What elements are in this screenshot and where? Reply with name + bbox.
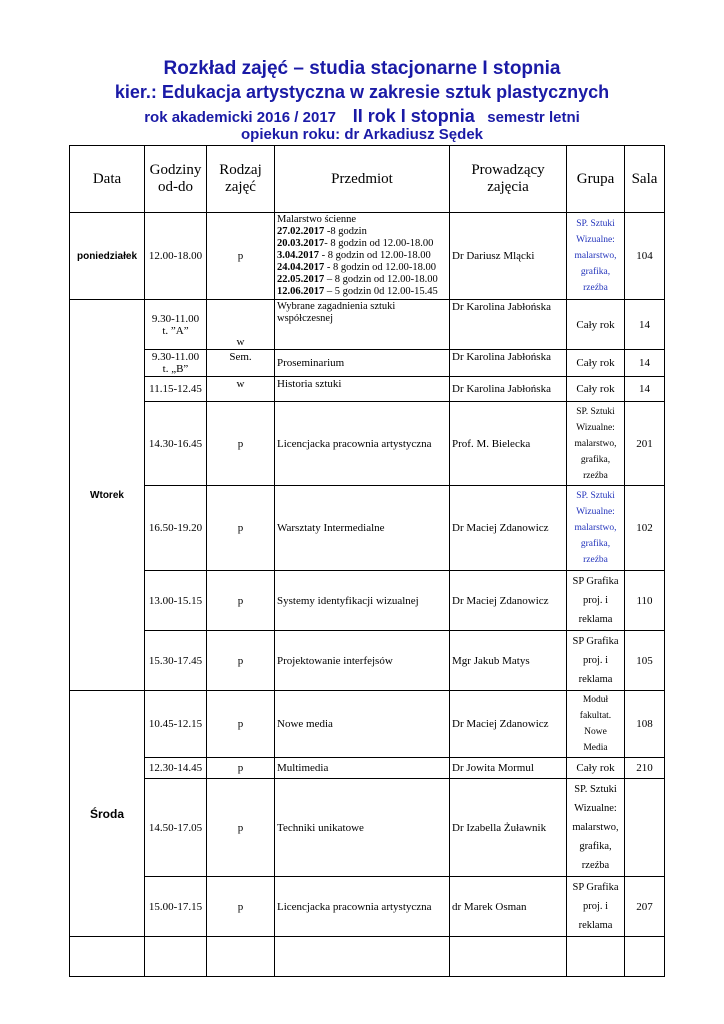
teacher-cell: Dr Maciej Zdanowicz [450,486,567,571]
subject-cell: Projektowanie interfejsów [275,631,450,691]
type-cell: p [207,402,275,486]
hours-cell: 14.50-17.05 [145,779,207,877]
table-row [70,213,665,300]
type-cell: p [207,631,275,691]
room-cell: 207 [625,877,665,937]
table-row [70,758,665,779]
teacher-cell: Mgr Jakub Matys [450,631,567,691]
hours-cell: 13.00-15.15 [145,571,207,631]
teacher-cell: dr Marek Osman [450,877,567,937]
empty-cell [450,937,567,977]
date-line: 27.02.2017 -8 godzin [277,226,367,237]
teacher-cell: Dr Jowita Mormul [450,758,567,779]
subject-cell: Proseminarium [275,350,450,377]
room-cell: 104 [625,213,665,300]
subject-cell: Licencjacka pracownia artystyczna [275,877,450,937]
table-row [70,486,665,571]
type-cell: p [207,691,275,758]
type-cell: w [207,300,275,350]
table-row [70,631,665,691]
group-cell: SP. Sztuki Wizualne: malarstwo, grafika, rzeźba [567,779,625,877]
subject-cell: Warsztaty Intermedialne [275,486,450,571]
table-row [70,877,665,937]
room-cell: 14 [625,377,665,402]
table-row [70,691,665,758]
title-line-4: opiekun roku: dr Arkadiusz Sędek [241,126,483,143]
type-cell: Sem. [207,350,275,377]
room-cell: 14 [625,300,665,350]
subject-cell: Techniki unikatowe [275,779,450,877]
col-header-rodzaj: Rodzaj zajęć [207,146,275,213]
empty-cell [70,937,145,977]
group-cell: Cały rok [567,300,625,350]
subject-cell: Historia sztuki [275,377,450,402]
table-row [70,350,665,377]
type-cell: w [207,377,275,402]
room-cell: 110 [625,571,665,631]
hours-cell: 10.45-12.15 [145,691,207,758]
table-row-empty [70,937,665,977]
room-cell: 201 [625,402,665,486]
teacher-cell: Dr Izabella Żuławnik [450,779,567,877]
col-header-data: Data [70,146,145,213]
group-cell: Cały rok [567,758,625,779]
type-cell: p [207,779,275,877]
col-header-przedmiot: Przedmiot [275,146,450,213]
type-cell: p [207,571,275,631]
table-row [70,571,665,631]
empty-cell [145,937,207,977]
schedule-table [69,145,665,977]
date-line: 20.03.2017- 8 godzin od 12.00-18.00 [277,238,434,249]
table-header-row [70,146,665,213]
type-cell: p [207,486,275,571]
group-cell: SP. Sztuki Wizualne: malarstwo, grafika, rzeźba [567,402,625,486]
empty-cell [275,937,450,977]
academic-year: rok akademicki 2016 / 2017 [144,109,337,126]
subject-cell: Wybrane zagadnienia sztuki współczesnej [275,300,450,350]
room-cell [625,779,665,877]
date-line: 22.05.2017 – 8 godzin od 12.00-18.00 [277,274,438,285]
col-header-godziny: Godziny od-do [145,146,207,213]
group-cell: SP Grafika proj. i reklama [567,877,625,937]
hours-cell: 16.50-19.20 [145,486,207,571]
subject-cell: Systemy identyfikacji wizualnej [275,571,450,631]
day-wednesday: Środa [70,691,145,937]
teacher-cell: Dr Karolina Jabłońska [450,300,567,350]
group-cell: Moduł fakultat. Nowe Media [567,691,625,758]
hours-cell: 9.30-11.00 t. „B” [145,350,207,377]
group-cell: SP Grafika proj. i reklama [567,631,625,691]
teacher-cell: Dr Karolina Jabłońska [450,377,567,402]
group-cell: SP. Sztuki Wizualne: malarstwo, grafika, rzeźba [567,486,625,571]
date-line: 24.04.2017 - 8 godzin od 12.00-18.00 [277,262,436,273]
subject-cell: Nowe media [275,691,450,758]
teacher-cell: Dr Dariusz Mlącki [450,213,567,300]
room-cell: 102 [625,486,665,571]
col-header-grupa: Grupa [567,146,625,213]
table-row [70,402,665,486]
table-row [70,377,665,402]
group-cell: SP Grafika proj. i reklama [567,571,625,631]
hours-cell: 15.00-17.15 [145,877,207,937]
semester: semestr letni [487,109,580,126]
subject-cell: Multimedia [275,758,450,779]
group-cell: SP. Sztuki Wizualne: malarstwo, grafika, rzeźba [567,213,625,300]
type-cell: p [207,877,275,937]
col-header-sala: Sala [625,146,665,213]
date-line: 3.04.2017 - 8 godzin od 12.00-18.00 [277,250,431,261]
room-cell: 14 [625,350,665,377]
teacher-cell: Dr Maciej Zdanowicz [450,571,567,631]
table-row [70,300,665,350]
hours-cell: 14.30-16.45 [145,402,207,486]
day-monday: poniedziałek [70,213,145,300]
title-line-1: Rozkład zajęć – studia stacjonarne I stopnia [163,58,561,79]
subject-cell [275,213,450,300]
teacher-cell: Dr Maciej Zdanowicz [450,691,567,758]
type-cell: p [207,213,275,300]
subject-title: Malarstwo ścienne [277,214,357,225]
group-cell: Cały rok [567,350,625,377]
room-cell: 108 [625,691,665,758]
teacher-cell: Prof. M. Bielecka [450,402,567,486]
group-cell: Cały rok [567,377,625,402]
date-line: 12.06.2017 – 5 godzin 0d 12.00-15.45 [277,286,438,297]
year-of-study: II rok I stopnia [352,106,475,126]
hours-cell: 15.30-17.45 [145,631,207,691]
teacher-cell: Dr Karolina Jabłońska [450,350,567,377]
hours-cell: 11.15-12.45 [145,377,207,402]
table-row [70,779,665,877]
empty-cell [207,937,275,977]
day-tuesday: Wtorek [70,300,145,691]
hours-cell: 12.00-18.00 [145,213,207,300]
room-cell: 105 [625,631,665,691]
hours-cell: 12.30-14.45 [145,758,207,779]
title-line-2: kier.: Edukacja artystyczna w zakresie sztuk plastycznych [114,82,610,102]
title-line-3 [0,106,724,127]
hours-cell: 9.30-11.00 t. ”A” [145,300,207,350]
col-header-prowadzacy: Prowadzący zajęcia [450,146,567,213]
subject-cell: Licencjacka pracownia artystyczna [275,402,450,486]
type-cell: p [207,758,275,779]
room-cell: 210 [625,758,665,779]
empty-cell [625,937,665,977]
empty-cell [567,937,625,977]
